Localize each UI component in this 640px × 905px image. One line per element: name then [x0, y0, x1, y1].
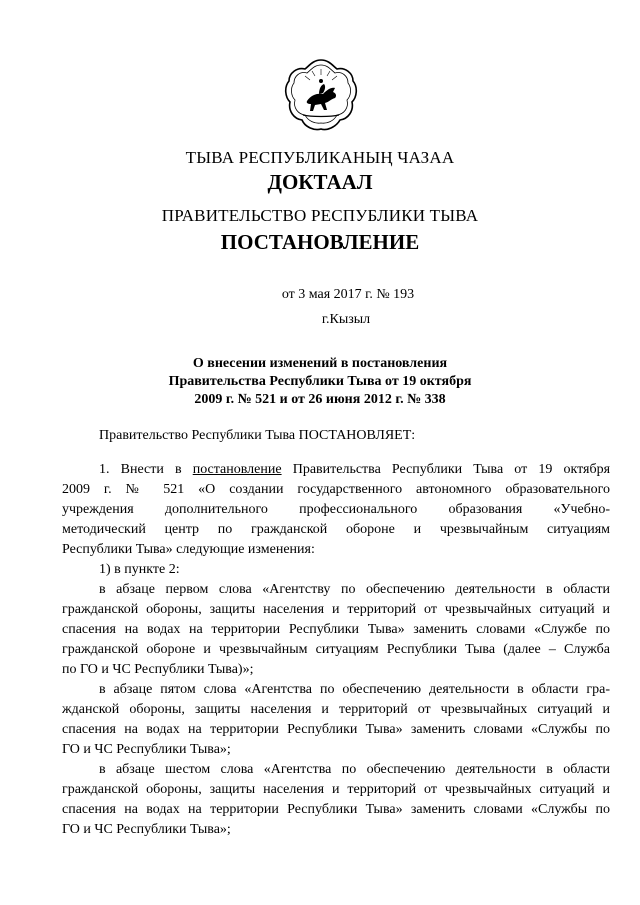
- para1-line: спасения на водах на территории Республики Тыва» заменить словами «Службе по: [62, 622, 610, 637]
- header-russian-government: ПРАВИТЕЛЬСТВО РЕСПУБЛИКИ ТЫВА: [161, 206, 479, 225]
- preamble-text: Правительство Республики Тыва ПОСТАНОВЛЯЕТ:: [99, 428, 416, 443]
- subitem1: 1) в пункте 2:: [99, 562, 180, 577]
- preamble: [62, 426, 610, 446]
- item1-line: учреждения дополнительного профессионального образования «Учебно-: [62, 502, 610, 517]
- item1-prefix: 1. Внести в: [99, 462, 182, 477]
- para2-line: в абзаце пятом слова «Агентства по обеспечению деятельности в области гра-: [99, 682, 610, 697]
- tuva-coat-of-arms-icon: [283, 57, 359, 133]
- para1-line: гражданской обороны, защиты населения и территорий от чрезвычайных ситуаций и: [62, 602, 610, 617]
- item1-line: методический центр по гражданской обороне и чрезвычайным ситуациям: [62, 522, 610, 537]
- para1-line: гражданской обороне и чрезвычайным ситуациям Республики Тыва (далее – Служба: [62, 642, 610, 657]
- para2-line: ГО и ЧС Республики Тыва»;: [62, 742, 231, 757]
- decree-link[interactable]: постановление: [192, 462, 282, 477]
- title-line: О внесении изменений в постановления: [192, 356, 448, 371]
- para3-line: спасения на водах на территории Республики Тыва» заменить словами «Службы по: [62, 802, 610, 817]
- para1-line: по ГО и ЧС Республики Тыва)»;: [62, 662, 254, 677]
- para1-line: в абзаце первом слова «Агентству по обеспечению деятельности в области: [99, 582, 610, 597]
- para3-line: гражданской обороны, защиты населения и территорий от чрезвычайных ситуаций и: [62, 782, 610, 797]
- header-tyva-government: ТЫВА РЕСПУБЛИКАНЫҢ ЧАЗАА: [185, 148, 455, 167]
- item1-line: Республики Тыва» следующие изменения:: [62, 542, 315, 557]
- para3-line: ГО и ЧС Республики Тыва»;: [62, 822, 231, 837]
- item1-line1: [62, 460, 610, 480]
- decree-city: г.Кызыл: [321, 312, 371, 327]
- header-tyva-decree: ДОКТААЛ: [267, 170, 373, 194]
- para2-line: жданской обороны, защиты населения и территорий от чрезвычайных ситуаций и: [62, 702, 610, 717]
- document-title: [0, 355, 640, 409]
- item1-line: 2009 г. № 521 «О создании государственного автономного образовательного: [62, 482, 610, 497]
- item1-suffix: Правительства Республики Тыва от 19 октября: [292, 462, 611, 477]
- header-russian-decree: ПОСТАНОВЛЕНИЕ: [220, 230, 420, 254]
- para3-line: в абзаце шестом слова «Агентства по обеспечению деятельности в области: [99, 762, 610, 777]
- document-body: [62, 460, 610, 840]
- title-line: 2009 г. № 521 и от 26 июня 2012 г. № 338: [194, 392, 446, 407]
- decree-date-number: от 3 мая 2017 г. № 193: [281, 287, 415, 302]
- title-line: Правительства Республики Тыва от 19 октября: [168, 374, 472, 389]
- para2-line: спасения на водах на территории Республики Тыва» заменить словами «Службы по: [62, 722, 610, 737]
